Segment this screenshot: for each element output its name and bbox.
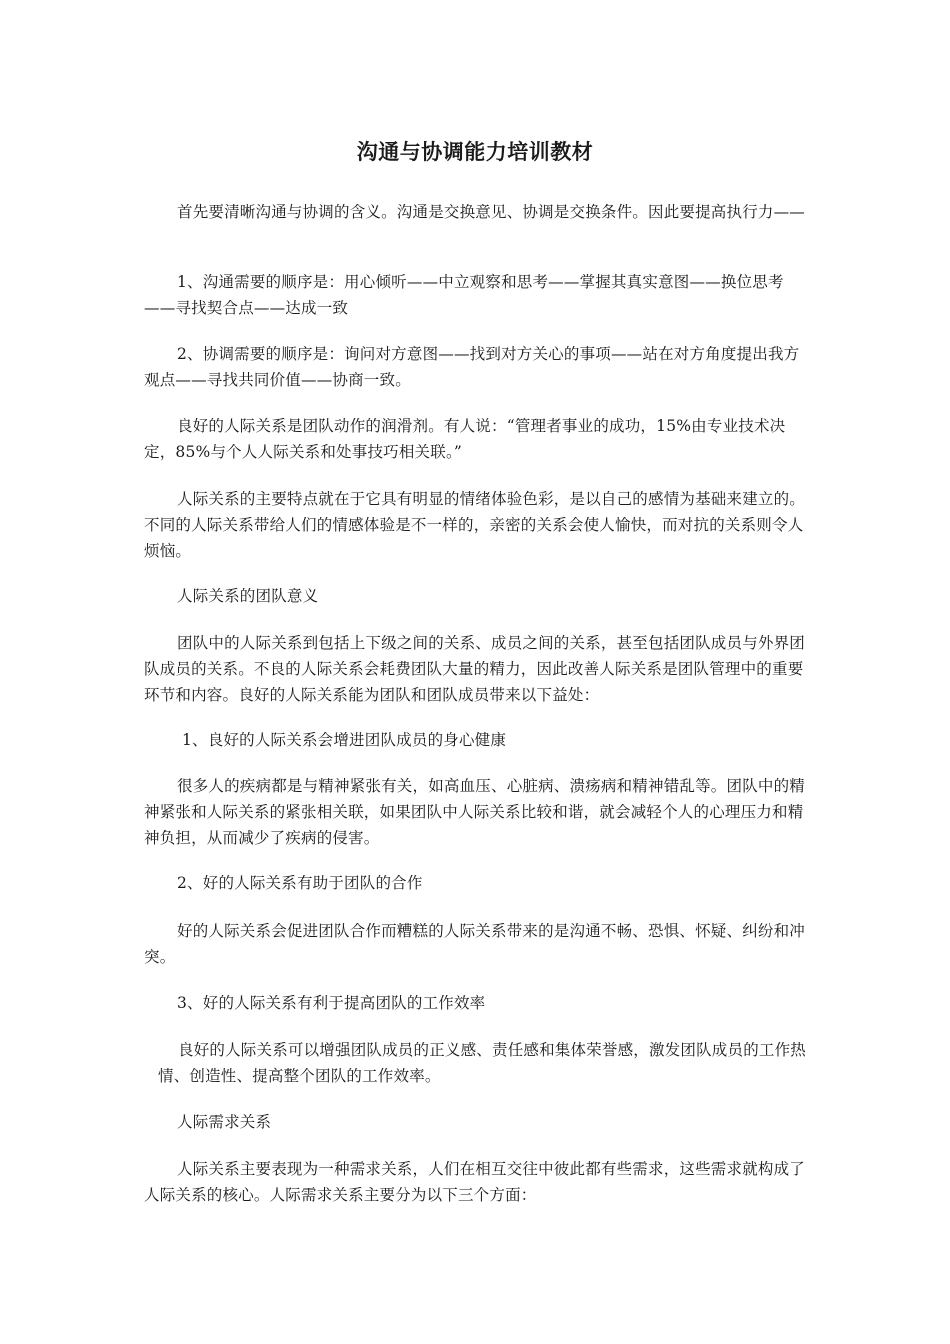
heading-team-significance: 人际关系的团队意义 xyxy=(177,587,319,605)
paragraph-interpersonal-lubricant: 良好的人际关系是团队动作的润滑剂。有人说：“管理者事业的成功，15%由专业技术决定，85%与个人人际关系和处事技巧相关联。” xyxy=(144,417,786,461)
heading-benefit-health: 1、良好的人际关系会增进团队成员的身心健康 xyxy=(182,731,507,749)
document-title: 沟通与协调能力培训教材 xyxy=(356,139,594,164)
paragraph-interpersonal-features: 人际关系的主要特点就在于它具有明显的情绪体验色彩，是以自己的感情为基础来建立的。不同的人际关系带给人们的情感体验是不一样的，亲密的关系会使人愉快，而对抗的关系则令人烦恼。 xyxy=(144,490,806,560)
heading-benefit-efficiency: 3、好的人际关系有利于提高团队的工作效率 xyxy=(177,994,486,1012)
paragraph-coordination-order: 2、协调需要的顺序是：询问对方意图——找到对方关心的事项——站在对方角度提出我方观点——寻找共同价值——协商一致。 xyxy=(144,345,800,389)
paragraph-health: 很多人的疾病都是与精神紧张有关，如高血压、心脏病、溃疡病和精神错乱等。团队中的精神紧张和人际关系的紧张相关联，如果团队中人际关系比较和谐，就会减轻个人的心理压力和精神负担，从而减少了疾病的侵害。 xyxy=(144,777,806,847)
heading-benefit-cooperation: 2、好的人际关系有助于团队的合作 xyxy=(177,874,423,892)
paragraph-communication-order: 1、沟通需要的顺序是：用心倾听——中立观察和思考——掌握其真实意图——换位思考——寻找契合点——达成一致 xyxy=(144,273,784,317)
paragraph-efficiency: 良好的人际关系可以增强团队成员的正义感、责任感和集体荣誉感，激发团队成员的工作热情、创造性、提高整个团队的工作效率。 xyxy=(158,1041,807,1085)
heading-interpersonal-needs: 人际需求关系 xyxy=(177,1113,272,1131)
paragraph-cooperation: 好的人际关系会促进团队合作而糟糕的人际关系带来的是沟通不畅、恐惧、怀疑、纠纷和冲突。 xyxy=(144,922,806,966)
paragraph-team-relations: 团队中的人际关系到包括上下级之间的关系、成员之间的关系，甚至包括团队成员与外界团队成员的关系。不良的人际关系会耗费团队大量的精力，因此改善人际关系是团队管理中的重要环节和内容。良好的人际关系能为团队和团队成员带来以下益处： xyxy=(144,634,806,704)
paragraph-intro: 首先要清晰沟通与协调的含义。沟通是交换意见、协调是交换条件。因此要提高执行力—— xyxy=(177,203,806,221)
paragraph-interpersonal-needs: 人际关系主要表现为一种需求关系，人们在相互交往中彼此都有些需求，这些需求就构成了人际关系的核心。人际需求关系主要分为以下三个方面： xyxy=(144,1160,806,1204)
